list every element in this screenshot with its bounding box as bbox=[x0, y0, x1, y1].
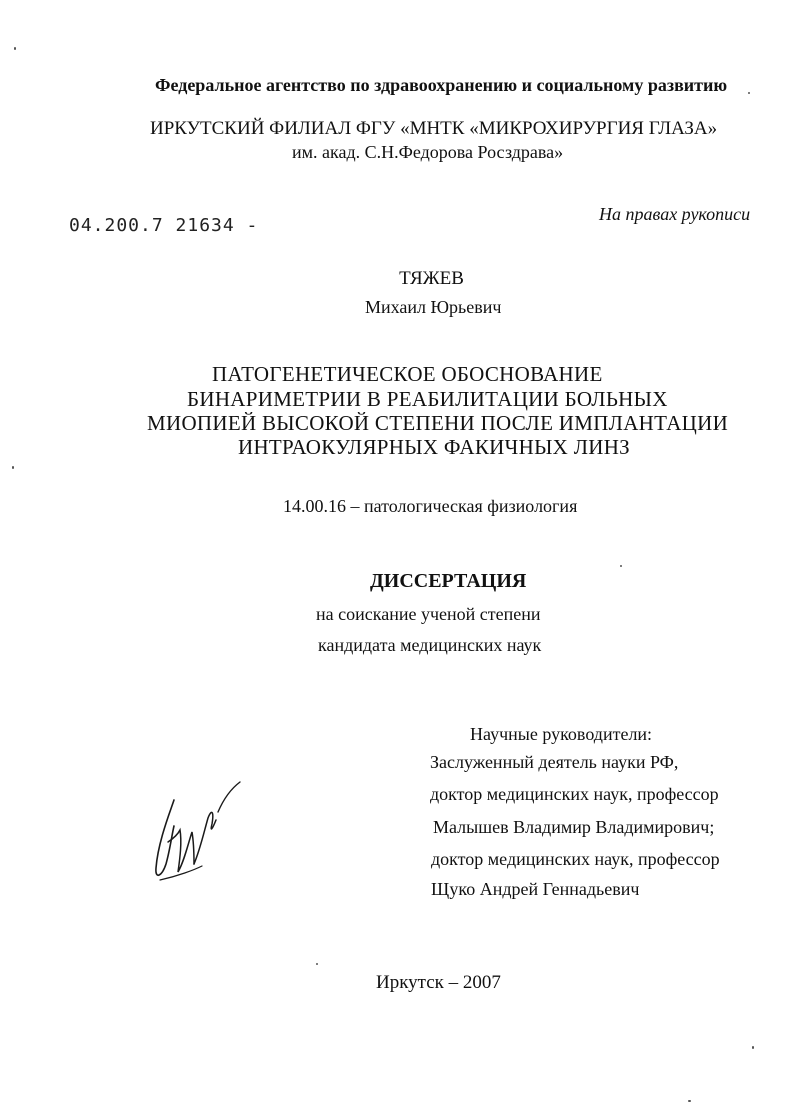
scan-speck bbox=[748, 92, 750, 94]
scan-speck bbox=[14, 47, 16, 50]
thesis-title-line: ПАТОГЕНЕТИЧЕСКОЕ ОБОСНОВАНИЕ bbox=[212, 362, 603, 386]
supervisor-line: Малышев Владимир Владимирович; bbox=[433, 817, 715, 837]
thesis-title-line: БИНАРИМЕТРИИ В РЕАБИЛИТАЦИИ БОЛЬНЫХ bbox=[187, 387, 668, 411]
handwritten-signature bbox=[148, 772, 248, 890]
author-given-names: Михаил Юрьевич bbox=[365, 297, 502, 317]
thesis-title-line: МИОПИЕЙ ВЫСОКОЙ СТЕПЕНИ ПОСЛЕ ИМПЛАНТАЦИИ bbox=[147, 411, 729, 435]
agency-name: Федеральное агентство по здравоохранению и социальному развитию bbox=[155, 75, 728, 95]
degree-line: на соискание ученой степени bbox=[316, 604, 541, 624]
supervisor-line: Заслуженный деятель науки РФ, bbox=[430, 752, 679, 772]
scan-speck bbox=[620, 565, 622, 567]
institution-name: ИРКУТСКИЙ ФИЛИАЛ ФГУ «МНТК «МИКРОХИРУРГИЯ ГЛАЗА» bbox=[150, 118, 718, 139]
city-and-year: Иркутск – 2007 bbox=[376, 972, 501, 993]
scan-speck bbox=[316, 963, 318, 965]
manuscript-rights-note: На правах рукописи bbox=[599, 204, 751, 224]
document-type-label: ДИССЕРТАЦИЯ bbox=[370, 570, 527, 592]
scan-speck bbox=[752, 1046, 754, 1049]
thesis-title-line: ИНТРАОКУЛЯРНЫХ ФАКИЧНЫХ ЛИНЗ bbox=[238, 435, 630, 459]
library-stamp-number: 04.200.7 21634 - bbox=[69, 215, 259, 236]
supervisor-line: доктор медицинских наук, профессор bbox=[430, 784, 719, 804]
supervisor-line: Щуко Андрей Геннадьевич bbox=[431, 879, 640, 899]
author-surname: ТЯЖЕВ bbox=[399, 268, 464, 289]
supervisors-heading: Научные руководители: bbox=[470, 724, 653, 744]
scan-speck bbox=[12, 466, 14, 469]
specialty-code: 14.00.16 – патологическая физиология bbox=[283, 496, 578, 516]
institution-name-continued: им. акад. С.Н.Федорова Росздрава» bbox=[292, 142, 564, 162]
degree-line: кандидата медицинских наук bbox=[318, 635, 542, 655]
scan-speck bbox=[688, 1100, 691, 1102]
supervisor-line: доктор медицинских наук, профессор bbox=[431, 849, 720, 869]
